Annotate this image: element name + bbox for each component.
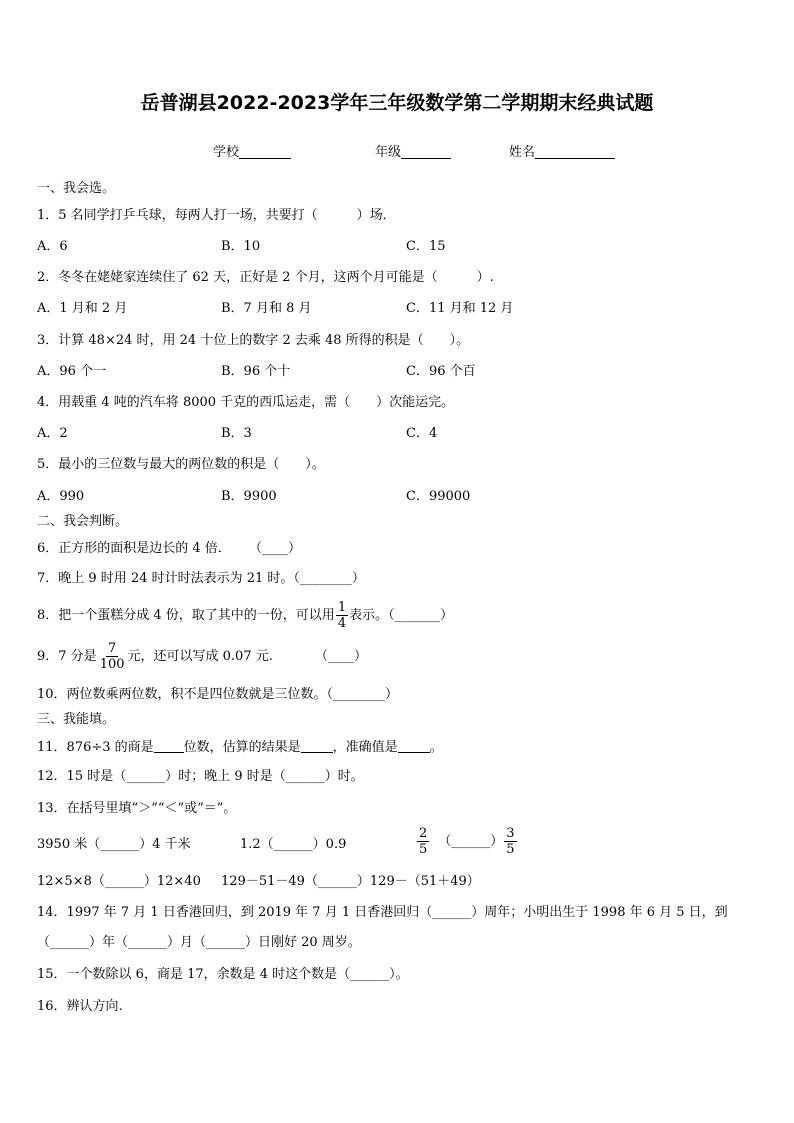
q9-answer-paren[interactable]: （____）	[315, 649, 368, 664]
q13-compare-3	[416, 826, 518, 857]
q11-text-pre: 11．876÷3 的商是	[37, 740, 154, 755]
q13-compare-1: 3950 米（______）4 千米	[37, 837, 191, 852]
q13-fraction-right-numerator: 3	[506, 826, 515, 841]
question-16: 16．辨认方向.	[37, 999, 123, 1014]
q9-fraction	[98, 641, 127, 672]
q11-text-mid2: ，准确值是	[332, 740, 398, 755]
q7-answer-paren[interactable]: （________）	[293, 571, 365, 586]
question-12: 12．15 时是（______）时；晚上 9 时是（______）时。	[37, 769, 364, 784]
q8-fraction-numerator: 1	[337, 600, 347, 615]
q8-fraction-denominator: 4	[337, 616, 347, 631]
q1-option-b: B．10	[221, 239, 261, 254]
q4-option-a: A．2	[37, 426, 68, 441]
q2-option-b: B．7 月和 8 月	[221, 301, 312, 316]
question-5: 5．最小的三位数与最大的两位数的积是（ ）。	[37, 457, 325, 472]
question-7	[37, 571, 365, 587]
q13-compare-4: 12×5×8（______）12×40	[37, 874, 201, 889]
q11-blank-2[interactable]	[301, 739, 333, 753]
grade-blank[interactable]	[401, 144, 451, 159]
q13-fraction-left-denominator: 5	[419, 842, 428, 857]
q4-option-c: C．4	[406, 426, 438, 441]
section-heading-fill: 三、我能填。	[37, 712, 116, 727]
q3-option-a: A．96 个一	[37, 364, 107, 379]
q13-fraction-left-numerator: 2	[419, 826, 428, 841]
q13-fraction-left	[417, 826, 429, 857]
q2-option-c: C．11 月和 12 月	[406, 301, 514, 316]
q1-option-a: A．6	[37, 239, 68, 254]
q11-blank-3[interactable]	[398, 739, 430, 753]
name-field	[509, 141, 615, 160]
q13-fraction-right	[504, 826, 516, 857]
name-blank[interactable]	[535, 144, 615, 159]
question-3: 3．计算 48×24 时，用 24 十位上的数字 2 去乘 48 所得的积是（ ）。	[37, 333, 470, 348]
q11-text-mid1: 位数，估算的结果是	[183, 740, 301, 755]
question-1: 1．5 名同学打乒乓球，每两人打一场，共要打（ ）场．	[37, 208, 396, 223]
question-14-line-2: （______）年（______）月（______）日刚好 20 周岁。	[37, 935, 361, 950]
q7-text: 7．晚上 9 时用 24 时计时法表示为 21 时。	[37, 571, 294, 586]
question-11	[37, 739, 443, 756]
q6-answer-paren[interactable]: （____）	[248, 541, 301, 556]
q8-fraction	[336, 600, 348, 631]
question-13: 13．在括号里填“＞”“＜”或“＝”。	[37, 801, 237, 816]
q9-text-pre: 9．7 分是	[37, 649, 97, 664]
q8-text-post[interactable]: 表示。（_______）	[349, 608, 454, 623]
q3-option-c: C．96 个百	[406, 364, 476, 379]
question-14-line-1: 14．1997 年 7 月 1 日香港回归，到 2019 年 7 月 1 日香港回归（______）周年；小明出生于 1998 年 6 月 5 日，到	[37, 905, 728, 920]
q4-option-b: B．3	[221, 426, 252, 441]
q6-text: 6．正方形的面积是边长的 4 倍．	[37, 541, 231, 556]
question-6	[37, 541, 301, 557]
q11-blank-1[interactable]	[154, 739, 184, 753]
question-9	[37, 641, 367, 672]
grade-label: 年级	[375, 145, 402, 160]
question-8	[37, 600, 453, 631]
question-4: 4．用载重 4 吨的汽车将 8000 千克的西瓜运走，需（ ）次能运完。	[37, 395, 455, 410]
q2-option-a: A．1 月和 2 月	[37, 301, 128, 316]
q13-fraction-right-denominator: 5	[506, 842, 515, 857]
name-label: 姓名	[509, 145, 536, 160]
q13-compare-3-paren[interactable]: （______）	[438, 834, 504, 849]
grade-field	[375, 141, 451, 160]
q5-option-c: C．99000	[406, 489, 471, 504]
q5-option-b: B．9900	[221, 489, 277, 504]
school-label: 学校	[213, 145, 240, 160]
q9-fraction-denominator: 100	[99, 657, 125, 672]
question-15: 15．一个数除以 6，商是 17，余数是 4 时这个数是（______）。	[37, 967, 409, 982]
section-heading-choice: 一、我会选。	[37, 181, 116, 196]
q13-compare-2: 1.2（______）0.9	[240, 837, 347, 852]
q13-compare-5: 129－51－49（______）129－（51＋49）	[221, 874, 480, 889]
q9-text-post: 元，还可以写成 0.07 元.	[127, 649, 273, 664]
q5-option-a: A．990	[37, 489, 85, 504]
school-blank[interactable]	[239, 144, 291, 159]
q1-option-c: C．15	[406, 239, 446, 254]
section-heading-judge: 二、我会判断。	[37, 514, 129, 529]
question-2: 2．冬冬在姥姥家连续住了 62 天，正好是 2 个月，这两个月可能是（ ）.	[37, 270, 494, 285]
q3-option-b: B．96 个十	[221, 364, 291, 379]
q8-text-pre: 8．把一个蛋糕分成 4 份，取了其中的一份，可以用	[37, 608, 335, 623]
page-title: 岳普湖县2022-2023学年三年级数学第二学期期末经典试题	[140, 92, 654, 114]
question-10: 10．两位数乘两位数，积不是四位数就是三位数。（________）	[37, 687, 399, 702]
q11-text-post: 。	[429, 740, 443, 755]
q9-fraction-numerator: 7	[107, 641, 117, 656]
school-field	[213, 141, 291, 160]
